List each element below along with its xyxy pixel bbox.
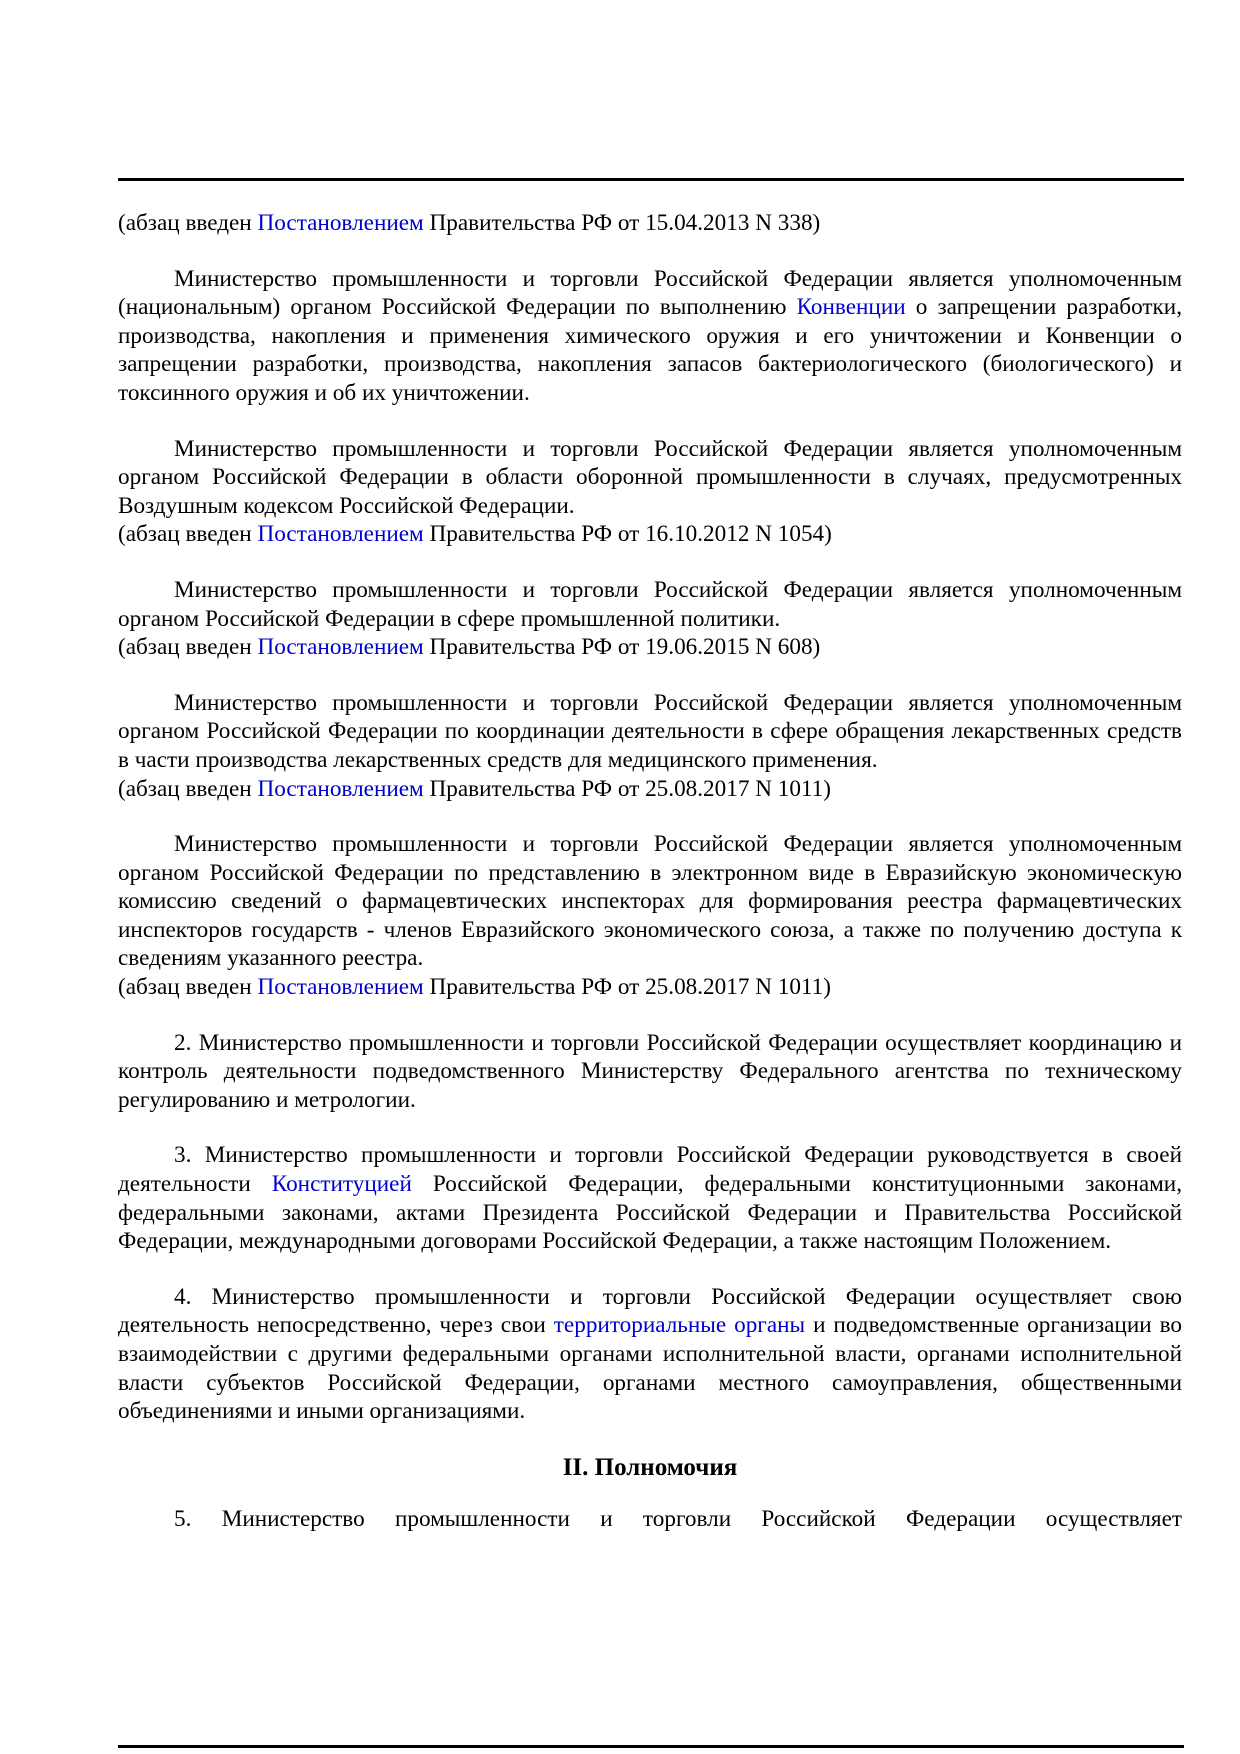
amendment-note xyxy=(118,209,1182,238)
paragraph-text-part: о запрещении разработки, производства, накопления и применения химического оружия и его уничтожении и Конвенции о запрещении разработки, производства, накопления запасов бактериологического (биологического) и токсинного оружия и об их уничтожении. xyxy=(118,294,1182,406)
note-prefix: (абзац введен xyxy=(118,974,258,1001)
paragraph-industrial-policy xyxy=(118,576,1182,662)
paragraph-text: Министерство промышленности и торговли Российской Федерации является уполномоченным органом Российской Федерации в области оборонной промышленности в случаях, предусмотренных Воздушным кодексом Российской Федерации. xyxy=(118,435,1182,519)
convention-link[interactable]: Конвенции xyxy=(796,294,906,321)
paragraph-text: 5. Министерство промышленности и торговли Российской Федерации осуществляет xyxy=(174,1505,1182,1532)
footer-rule xyxy=(118,1745,1184,1748)
section-heading: II. Полномочия xyxy=(562,1453,738,1481)
constitution-link[interactable]: Конституцией xyxy=(271,1171,412,1198)
note-prefix: (абзац введен xyxy=(118,521,258,548)
decree-link[interactable]: Постановлением xyxy=(257,775,424,802)
paragraph-text-part: Министерство промышленности и торговли Российской Федерации является уполномоченным (национальным) органом Российской Федерации по выполнению xyxy=(118,265,1182,321)
decree-link[interactable]: Постановлением xyxy=(257,210,424,236)
note-suffix: Правительства РФ от 19.06.2015 N 608) xyxy=(423,634,821,661)
note-prefix: (абзац введен xyxy=(118,775,258,802)
amendment-note xyxy=(118,633,1182,662)
amendment-note xyxy=(118,973,1182,1002)
paragraph-text: Министерство промышленности и торговли Российской Федерации является уполномоченным органом Российской Федерации по координации деятельности в сфере обращения лекарственных средств в части производства лекарственных средств для медицинского применения. xyxy=(118,689,1182,773)
paragraph-text-part: и подведомственные организации во взаимодействии с другими федеральными органами исполнительной власти, органами исполнительной власти субъектов Российской Федерации, органами местного самоуправления, общественными объединениями и иными организациями. xyxy=(118,1312,1182,1425)
paragraph-text xyxy=(118,1283,1182,1426)
note-prefix: (абзац введен xyxy=(118,210,258,236)
decree-link[interactable]: Постановлением xyxy=(257,521,424,548)
note-suffix: Правительства РФ от 15.04.2013 N 338) xyxy=(423,210,821,236)
paragraph-text: Министерство промышленности и торговли Российской Федерации является уполномоченным органом Российской Федерации в сфере промышленной политики. xyxy=(118,576,1182,632)
item-2 xyxy=(118,1029,1182,1115)
note-prefix: (абзац введен xyxy=(118,634,258,661)
paragraph-text-part: Российской Федерации, федеральными конституционными законами, федеральными законами, актами Президента Российской Федерации и Правительства Российской Федерации, международными договорами Российской Федерации, а также настоящим Положением. xyxy=(118,1171,1182,1255)
paragraph-conventions xyxy=(118,265,1182,408)
decree-link[interactable]: Постановлением xyxy=(257,634,424,661)
item-4 xyxy=(118,1283,1182,1426)
paragraph-eurasian-commission xyxy=(118,830,1182,1002)
note-paragraph xyxy=(118,209,1182,238)
header-rule xyxy=(118,178,1184,181)
item-5 xyxy=(118,1505,1182,1534)
note-suffix: Правительства РФ от 16.10.2012 N 1054) xyxy=(423,521,832,548)
paragraph-text-part: 4. Министерство промышленности и торговли Российской Федерации осуществляет свою деятельность непосредственно, через свои xyxy=(118,1283,1182,1339)
amendment-note xyxy=(118,520,1182,549)
paragraph-text: Министерство промышленности и торговли Российской Федерации является уполномоченным органом Российской Федерации по представлению в электронном виде в Евразийскую экономическую комиссию сведений о фармацевтических инспекторах для формирования реестра фармацевтических инспекторов государств - членов Евразийского экономического союза, а также по получению доступа к сведениям указанного реестра. xyxy=(118,831,1182,972)
territorial-bodies-link[interactable]: территориальные органы xyxy=(553,1312,806,1339)
decree-link[interactable]: Постановлением xyxy=(257,974,424,1001)
paragraph-medicines xyxy=(118,689,1182,803)
paragraph-text xyxy=(118,265,1182,408)
paragraph-text-part: 3. Министерство промышленности и торговли Российской Федерации руководствуется в своей деятельности xyxy=(118,1142,1182,1198)
paragraph-text xyxy=(118,1141,1182,1255)
note-suffix: Правительства РФ от 25.08.2017 N 1011) xyxy=(423,775,831,802)
item-3 xyxy=(118,1141,1182,1255)
paragraph-text: 2. Министерство промышленности и торговли Российской Федерации осуществляет координацию и контроль деятельности подведомственного Министерству Федерального агентства по техническому регулированию и метрологии. xyxy=(118,1029,1182,1113)
paragraph-defense-industry xyxy=(118,435,1182,549)
amendment-note xyxy=(118,775,1182,804)
document-body xyxy=(118,209,1182,1560)
note-suffix: Правительства РФ от 25.08.2017 N 1011) xyxy=(423,974,831,1001)
